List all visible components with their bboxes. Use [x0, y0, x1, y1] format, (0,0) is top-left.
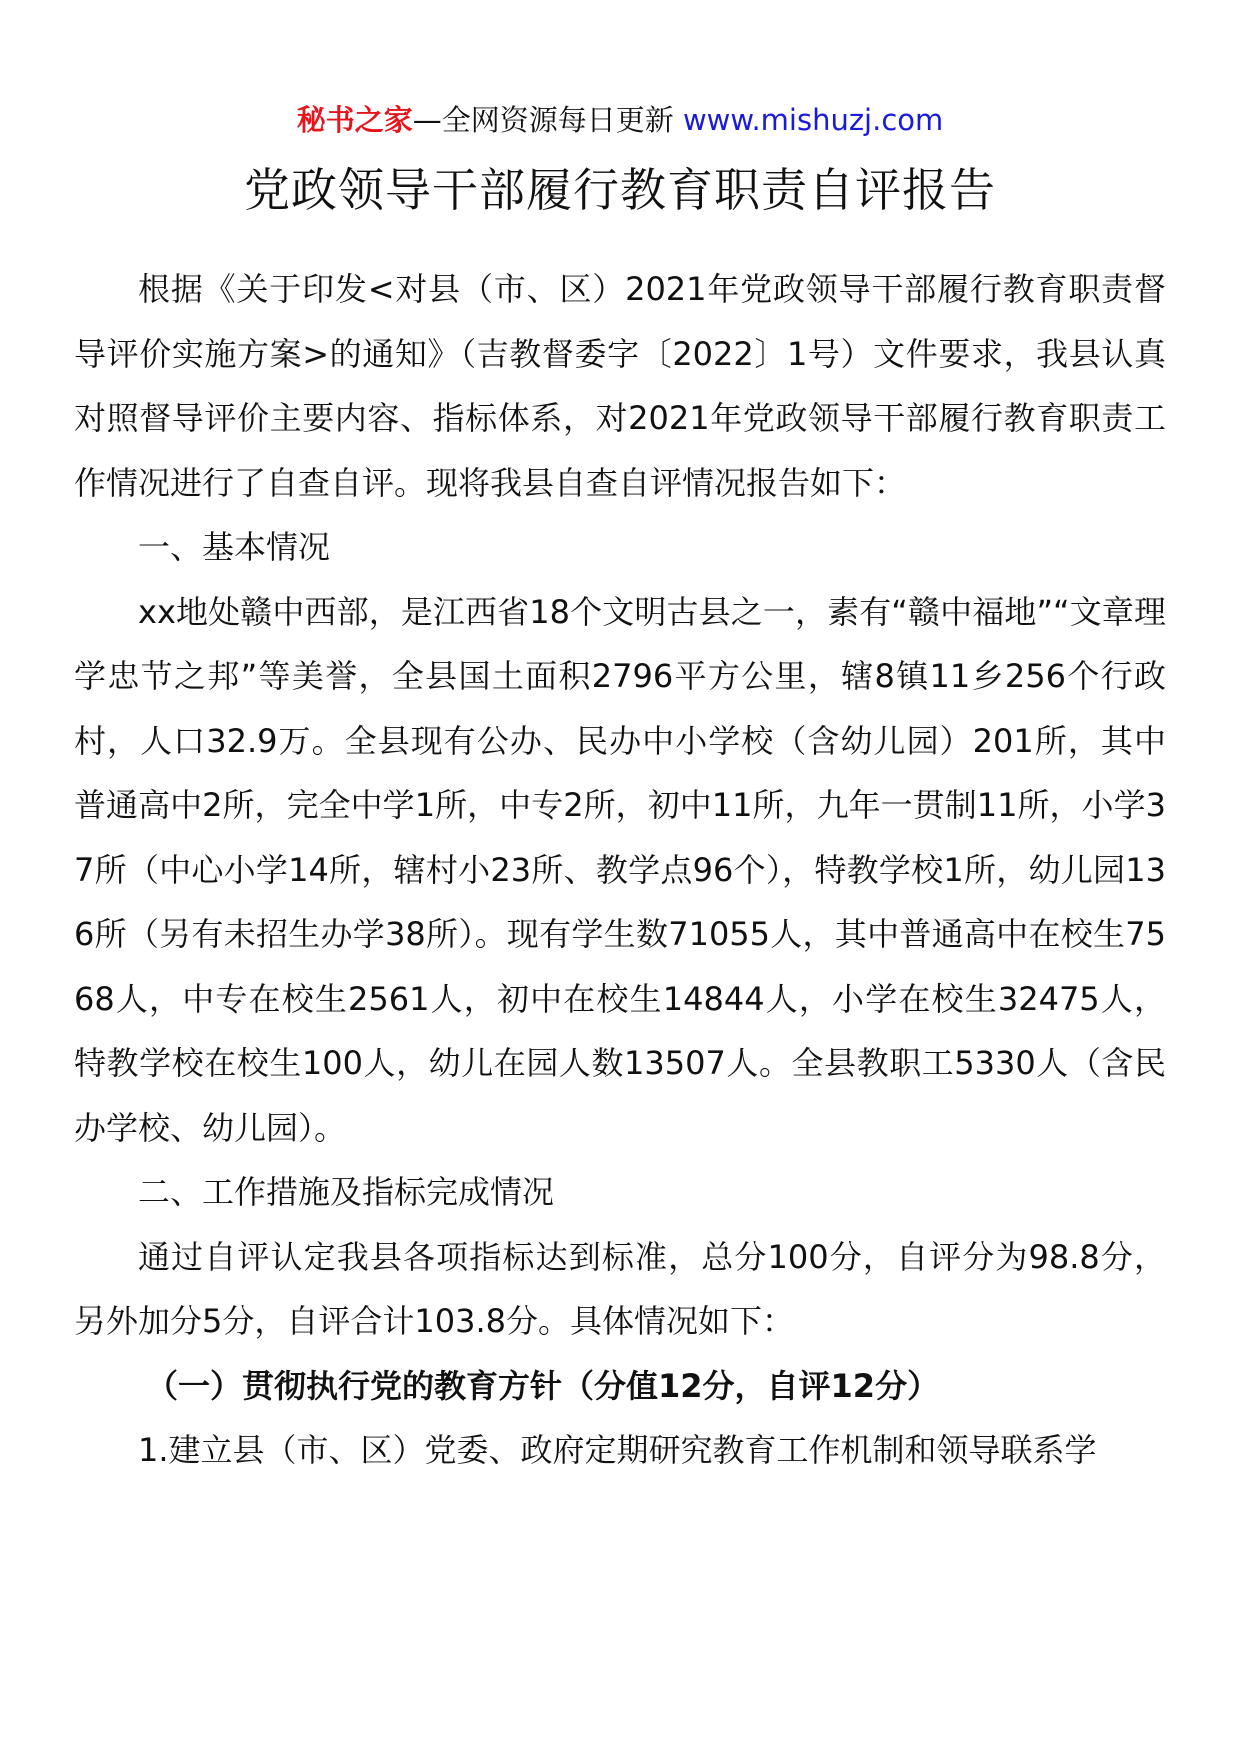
section2-paragraph: 通过自评认定我县各项指标达到标准，总分100分，自评分为98.8分，另外加分5分，自评合计103.8分。具体情况如下： — [74, 1237, 1166, 1340]
banner-slogan: —全网资源每日更新 — [412, 103, 674, 137]
section1-paragraph: xx地处赣中西部，是江西省18个文明古县之一，素有“赣中福地”“文章理学忠节之邦”等美誉，全县国土面积2796平方公里，辖8镇11乡256个行政村，人口32.9万。全县现有公办、民办中小学校（含幼儿园）201所，其中普通高中2所，完全中学1所，中专2所，初中11所，九年一贯制11所，小学37所（中心小学14所，辖村小23所、教学点96个），特教学校1所，幼儿园136所（另有未招生办学38所）。现有学生数71055人，其中普通高中在校生7568人，中专在校生2561人，初中在校生14844人，小学在校生32475人，特教学校在校生100人，幼儿在园人数13507人。全县教职工5330人（含民办学校、幼儿园）。 — [74, 592, 1166, 1147]
site-banner — [0, 100, 1240, 140]
banner-url-link[interactable]: www.mishuzj.com — [682, 103, 944, 137]
document-title: 党政领导干部履行教育职责自评报告 — [244, 163, 996, 217]
intro-paragraph: 根据《关于印发<对县（市、区）2021年党政领导干部履行教育职责督导评价实施方案>的通知》（吉教督委字〔2022〕1号）文件要求，我县认真对照督导评价主要内容、指标体系，对2021年党政领导干部履行教育职责工作情况进行了自查自评。现将我县自查自评情况报告如下： — [74, 270, 1166, 502]
section2-heading: 二、工作措施及指标完成情况 — [138, 1173, 555, 1211]
subsection1-heading: （一）贯彻执行党的教育方针（分值12分，自评12分） — [146, 1366, 940, 1405]
section1-heading: 一、基本情况 — [138, 528, 331, 566]
banner-brand: 秘书之家 — [296, 103, 413, 137]
item1-paragraph: 1.建立县（市、区）党委、政府定期研究教育工作机制和领导联系学 — [138, 1431, 1097, 1469]
document-body — [74, 257, 1166, 1483]
